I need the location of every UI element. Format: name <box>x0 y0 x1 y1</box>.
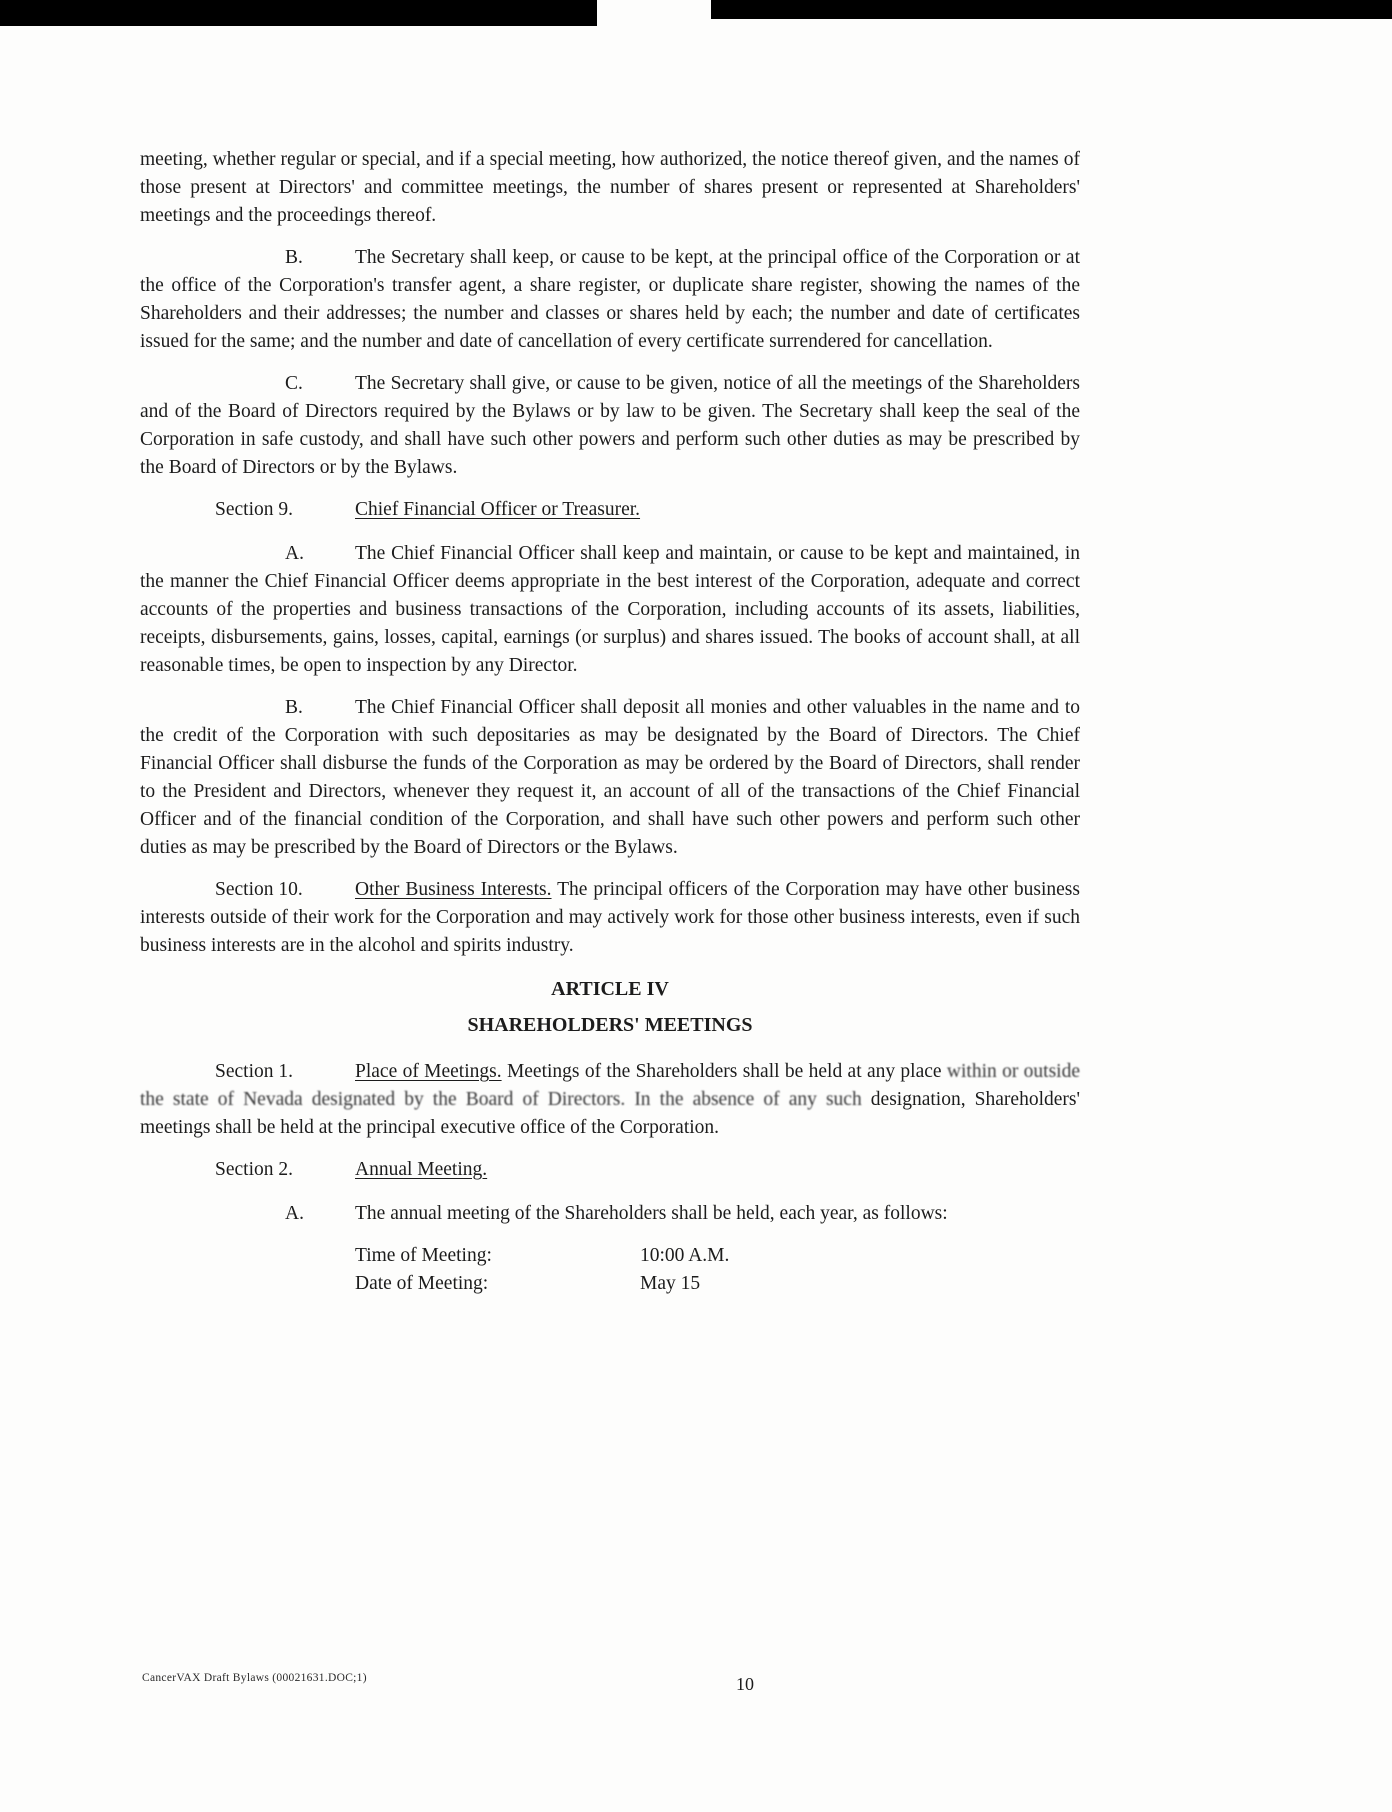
section-2-heading <box>140 1156 1080 1184</box>
section-9-title: Chief Financial Officer or Treasurer. <box>355 499 641 520</box>
paragraph-section-1 <box>140 1058 1080 1142</box>
clause-label-cfo-b: B. <box>285 697 303 718</box>
clause-label-c: C. <box>285 373 303 394</box>
paragraph-section-10 <box>140 876 1080 960</box>
section-1-label: Section 1. <box>215 1061 293 1082</box>
annual-meeting-table <box>355 1242 1080 1298</box>
clause-text-cfo-a: The Chief Financial Officer shall keep and maintain, or cause to be kept and maintained, in the manner the Chief Financial Officer deems appropriate in the best interest of the Corporation, adequate and correct accounts of the properties and business transactions of the Corporation, including accounts of its assets, liabilities, receipts, disbursements, gains, losses, capital, earnings (or surplus) and shares issued. The books of account shall, at all reasonable times, be open to inspection by any Director. <box>140 543 1080 676</box>
footer-document-id: CancerVAX Draft Bylaws (00021631.DOC;1) <box>142 1672 367 1684</box>
section-9-heading <box>140 496 1080 524</box>
article-title: SHAREHOLDERS' MEETINGS <box>467 1014 753 1036</box>
section-1-text-end: designation, Shareholders' meetings shall be held at the principal executive office of the Corporation. <box>140 1089 1080 1138</box>
clause-label-b: B. <box>285 247 303 268</box>
clause-text-annual-a: The annual meeting of the Shareholders shall be held, each year, as follows: <box>355 1203 948 1224</box>
paragraph-annual-a <box>140 1200 1080 1228</box>
clause-label-cfo-a: A. <box>285 543 304 564</box>
article-number: ARTICLE IV <box>551 978 669 1000</box>
meeting-time-label: Time of Meeting: <box>355 1245 492 1266</box>
clause-text-cfo-b: The Chief Financial Officer shall deposit all monies and other valuables in the name and to the credit of the Corporation with such depositaries as may be designated by the Board of Directors. The Chief Financial Officer shall disburse the funds of the Corporation as may be ordered by the Board of Directors, shall render to the President and Directors, whenever they request it, an account of all of the transactions of the Chief Financial Officer and of the financial condition of the Corporation, and shall have such other powers and perform such other duties as may be prescribed by the Board of Directors or the Bylaws. <box>140 697 1080 858</box>
meeting-date-label: Date of Meeting: <box>355 1273 489 1294</box>
section-1-text-start: Meetings of the Shareholders shall be held at any place <box>506 1061 942 1082</box>
section-10-title: Other Business Interests. <box>355 879 552 900</box>
section-10-label: Section 10. <box>215 879 303 900</box>
meeting-time-row <box>355 1242 1080 1270</box>
page-content <box>140 146 1080 1298</box>
scan-artifact-top-left <box>0 0 597 26</box>
paragraph-secretary-b <box>140 244 1080 356</box>
meeting-date-value: May 15 <box>640 1273 701 1294</box>
paragraph-cfo-a <box>140 540 1080 680</box>
scan-artifact-top-right <box>711 0 1392 19</box>
footer-page-number: 10 <box>736 1674 754 1694</box>
section-10-text: The principal officers of the Corporation may have other business interests outside of their work for the Corporation and may actively work for those other business interests, even if such business interests are in the alcohol and spirits industry. <box>140 879 1080 956</box>
section-1-title: Place of Meetings. <box>355 1061 502 1082</box>
meeting-date-row <box>355 1270 1080 1298</box>
clause-text-secretary-c: The Secretary shall give, or cause to be given, notice of all the meetings of the Shareholders and of the Board of Directors required by the Bylaws or by law to be given. The Secretary shall keep the seal of the Corporation in safe custody, and shall have such other powers and perform such other duties as may be prescribed by the Board of Directors or by the Bylaws. <box>140 373 1080 478</box>
section-9-label: Section 9. <box>215 499 293 520</box>
section-2-label: Section 2. <box>215 1159 293 1180</box>
section-2-title: Annual Meeting. <box>355 1159 488 1180</box>
paragraph-continuation: meeting, whether regular or special, and if a special meeting, how authorized, the notice thereof given, and the names of those present at Directors' and committee meetings, the number of shares present or represented at Shareholders' meetings and the proceedings thereof. <box>140 149 1080 226</box>
clause-text-secretary-b: The Secretary shall keep, or cause to be kept, at the principal office of the Corporation or at the office of the Corporation's transfer agent, a share register, or duplicate share register, showing the names of the Shareholders and their addresses; the number and classes or shares held by each; the number and date of certificates issued for the same; and the number and date of cancellation of every certificate surrendered for cancellation. <box>140 247 1080 352</box>
paragraph-secretary-c <box>140 370 1080 482</box>
clause-label-annual-a: A. <box>285 1203 304 1224</box>
paragraph-cfo-b <box>140 694 1080 862</box>
section-1-text-degraded-line: within or outside the state of Nevada designated by the Board of Directors. In the absence of any such <box>140 1061 1081 1110</box>
meeting-time-value: 10:00 A.M. <box>640 1245 730 1266</box>
